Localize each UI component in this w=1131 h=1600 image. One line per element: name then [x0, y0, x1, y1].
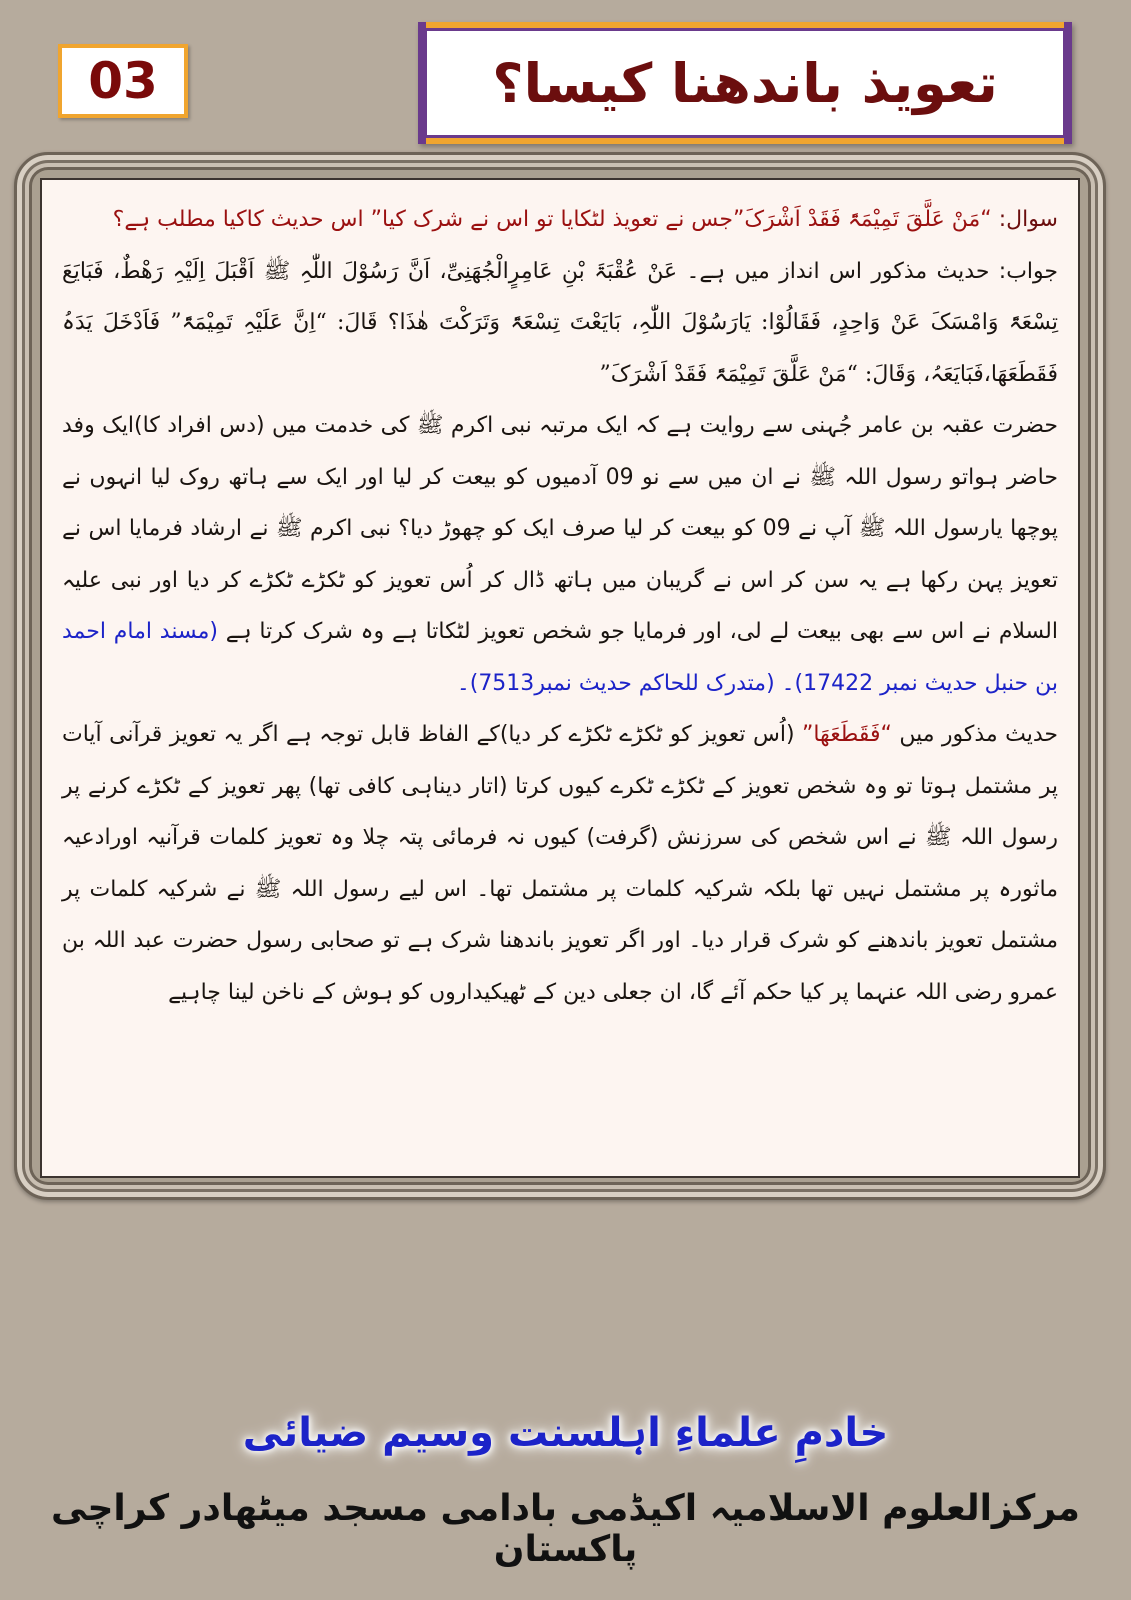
explanation-paragraph	[62, 709, 1058, 1018]
title-banner	[418, 22, 1072, 144]
footer-author: خادمِ علماءِ اہلسنت وسیم ضیائی	[242, 1410, 889, 1456]
footer-organization: مرکزالعلوم الاسلامیہ اکیڈمی بادامی مسجد میٹھادر کراچی پاکستان	[51, 1488, 1080, 1570]
hadith-reference: (مسند امام احمد بن حنبل حدیث نمبر 17422)۔ (متدرک للحاکم حدیث نمبر7513)۔	[62, 619, 1058, 696]
question-label: سوال:	[998, 207, 1058, 232]
article-body	[40, 178, 1080, 1178]
question-paragraph	[62, 194, 1058, 246]
page-number-badge: 03	[58, 44, 188, 118]
answer-intro: جواب: حدیث مذکور اس انداز میں ہے۔	[686, 258, 1058, 284]
explanation-prefix: حدیث مذکور میں	[899, 722, 1058, 747]
highlighted-keyword: “فَقَطَعَھَا”	[801, 722, 892, 747]
question-text: “مَنْ عَلَّقَ تَمِیْمَۃً فَقَدْ اَشْرَکَ”جس نے تعویذ لٹکایا تو اس نے شرک کیا” اس حدیث کاکیا مطلب ہے؟	[112, 207, 992, 232]
arabic-hadith-text: عَنْ عُقْبَۃَ بْنِ عَامِرٍالْجُھَنِیِّ، اَنَّ رَسُوْلَ اللّٰہِ ﷺ اَقْبَلَ اِلَیْہِ رَھْطٌ، فَبَایَعَ تِسْعَۃً وَامْسَکَ عَنْ وَاحِدٍ، فَقَالُوْا: یَارَسُوْلَ اللّٰہِ، بَایَعْتَ تِسْعَۃً وَتَرَکْتَ ھٰذَا؟ قَالَ: “اِنَّ عَلَیْہِ تَمِیْمَۃً” فَاَدْخَلَ یَدَہُ فَقَطَعَھَا،فَبَایَعَہُ، وَقَالَ: “مَنْ عَلَّقَ تَمِیْمَۃً فَقَدْ اَشْرَکَ”	[62, 258, 1058, 387]
hadith-paragraph	[62, 246, 1058, 401]
translation-paragraph	[62, 400, 1058, 709]
page-title: تعویذ باندھنا کیسا؟	[492, 51, 998, 115]
explanation-text: (اُس تعویز کو ٹکڑے ٹکڑے کر دیا)کے الفاظ قابل توجہ ہے اگر یہ تعویز قرآنی آیات پر مشتمل ہوتا تو وہ شخص تعویز کے ٹکڑے ٹکرے کیوں کرتا (اتار دیناہی کافی تھا) پھر تعویز کے ٹکڑے کرنے پر رسول اللہ ﷺ نے اس شخص کی سرزنش (گرفت) کیوں نہ فرمائی پتہ چلا وہ تعویز کلمات قرآنیہ اورادعیہ ماثورہ پر مشتمل نہیں تھا بلکہ شرکیہ کلمات پر مشتمل تھا۔ اس لیے رسول اللہ ﷺ نے شرکیہ کلمات پر مشتمل تعویز باندھنے کو شرک قرار دیا۔ اور اگر تعویز باندھنا شرک ہے تو صحابی رسول حضرت عبد اللہ بن عمرو رضی اللہ عنہما پر کیا حکم آئے گا، ان جعلی دین کے ٹھیکیداروں کو ہوش کے ناخن لینا چاہیے	[62, 722, 1058, 1005]
translation-text: حضرت عقبہ بن عامر جُہنی سے روایت ہے کہ ایک مرتبہ نبی اکرم ﷺ کی خدمت میں (دس افراد کا)ایک وفد حاضر ہواتو رسول اللہ ﷺ نے ان میں سے نو 09 آدمیوں کو بیعت کر لیا اور ایک سے ہاتھ روک لیا انہوں نے پوچھا یارسول اللہ ﷺ آپ نے 09 کو بیعت کر لیا صرف ایک کو چھوڑ دیا؟ نبی اکرم ﷺ نے ارشاد فرمایا اس نے تعویز پہن رکھا ہے یہ سن کر اس نے گریبان میں ہاتھ ڈال کر اُس تعویز کو ٹکڑے ٹکڑے کر دیا اور نبی علیہ السلام نے اس سے بھی بیعت لے لی، اور فرمایا جو شخص تعویز لٹکاتا ہے وہ شرک کرتا ہے	[62, 413, 1059, 644]
